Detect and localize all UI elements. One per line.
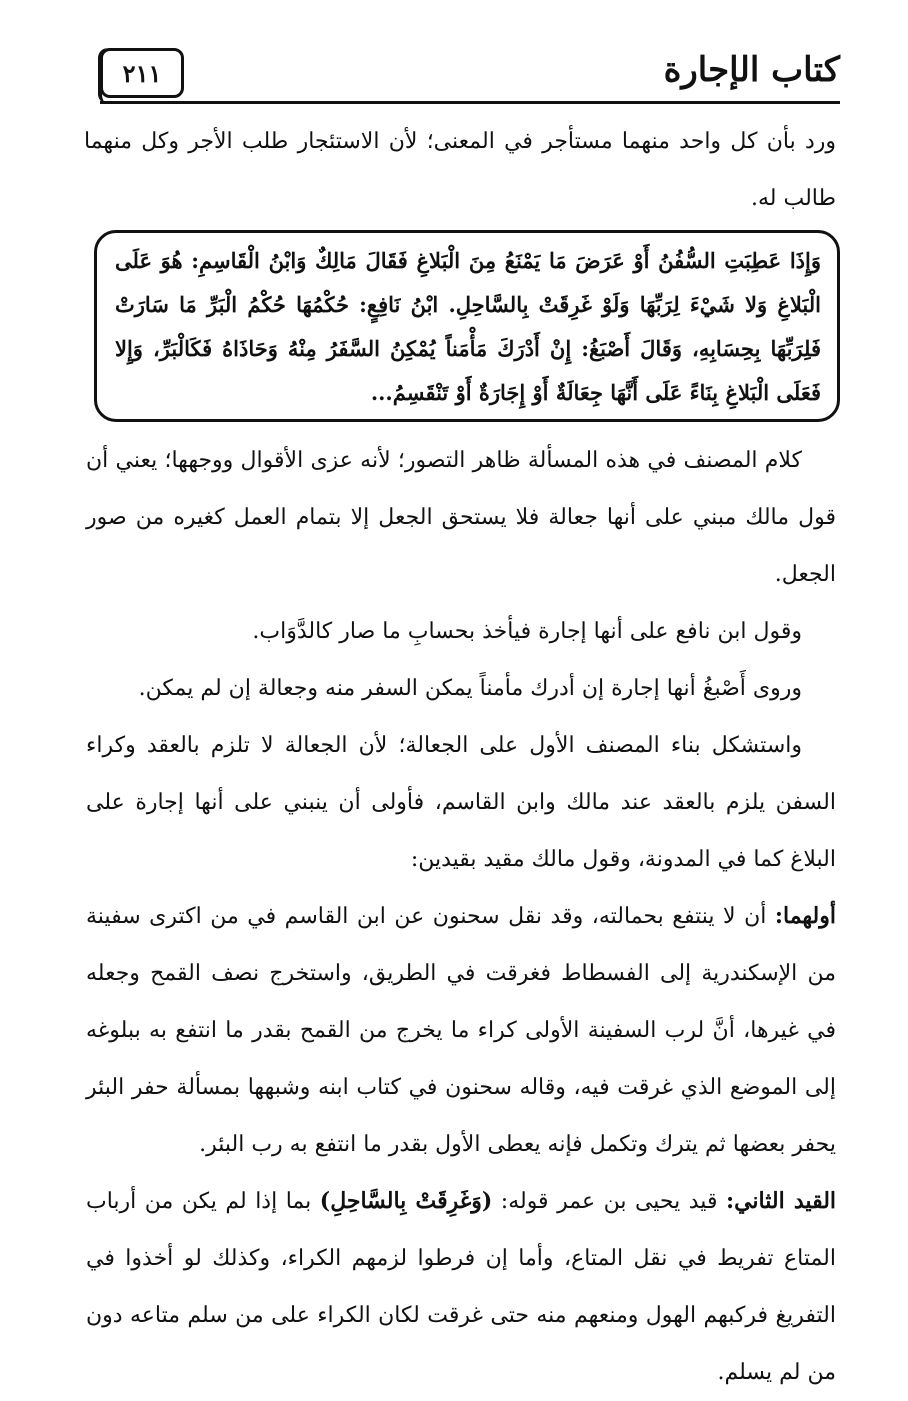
commentary-paragraph-3: وروى أَصْبغُ أنها إجارة إن أدرك مأمناً يمكن السفر منه وجعالة إن لم يمكن. [138, 676, 802, 701]
second-condition-text-a: قيد يحيى بن عمر قوله: [492, 1189, 726, 1214]
second-condition-label: القيد الثاني: [725, 1188, 837, 1214]
first-condition-label: أولهما: [774, 903, 836, 929]
page-header [100, 44, 840, 104]
commentary [86, 432, 836, 1401]
commentary-paragraph-1: كلام المصنف في هذه المسألة ظاهر التصور؛ لأنه عزى الأقوال ووجهها؛ يعني أن قول مالك مبني على أنها جعالة فلا يستحق الجعل إلا بتمام العمل كغيره من صور الجعل. [86, 448, 836, 587]
quoted-phrase: (وَغَرِقَتْ بِالسَّاحِلِ) [319, 1188, 493, 1214]
commentary-paragraph-5 [86, 888, 836, 1173]
page-number-box [100, 48, 184, 98]
commentary-paragraph-4: واستشكل بناء المصنف الأول على الجعالة؛ لأن الجعالة لا تلزم بالعقد وكراء السفن يلزم بالعقد عند مالك وابن القاسم، فأولى أن ينبني على أنها إجارة على البلاغ كما في المدونة، وقول مالك مقيد بقيدين: [86, 733, 836, 872]
commentary-paragraph-2: وقول ابن نافع على أنها إجارة فيأخذ بحسابِ ما صار كالدَّوَاب. [252, 619, 802, 644]
intro-paragraph: ورد بأن كل واحد منهما مستأجر في المعنى؛ لأن الاستئجار طلب الأجر وكل منهما طالب له. [84, 129, 836, 211]
page-number: ٢١١ [122, 58, 162, 88]
header-rule [100, 101, 840, 104]
matn-text: وَإِذَا عَطِبَتِ السُّفُنُ أَوْ عَرَضَ مَا يَمْنَعُ مِنَ الْبَلاغِ فَقَالَ مَالِكٌ وَابْنُ الْقَاسِمِ: هُوَ عَلَى الْبَلاغِ وَلا شَيْءَ لِرَبِّهَا وَلَوْ غَرِقَتْ بِالسَّاحِلِ. ابْنُ نَافِعٍ: حُكْمُهَا حُكْمُ الْبَرِّ مَا سَارَتْ فَلِرَبِّهَا بِحِسَابِهِ، وَقَالَ أَصْبَغُ: إِنْ أَدْرَكَ مَأْمَناً يُمْكِنُ السَّفَرُ مِنْهُ وَحَاذَاهُ فَكَالْبَرِّ، وَإِلا فَعَلَى الْبَلاغِ بِنَاءً عَلَى أَنَّهَا جِعَالَةٌ أَوْ إِجَارَةٌ أَوْ تَنْقَسِمُ... [115, 248, 821, 405]
second-condition-text-b: بما إذا لم يكن من أرباب المتاع تفريط في نقل المتاع، وأما إن فرطوا لزمهم الكراء، وكذلك لو أخذوا في التفريغ فركبهم الهول ومنعهم منه حتى غرقت لكان الكراء على من سلم متاعه دون من لم يسلم. [86, 1189, 836, 1385]
book-title: كتاب الإجارة [663, 50, 840, 90]
commentary-paragraph-6 [86, 1173, 836, 1401]
matn-box [94, 230, 840, 422]
first-condition-text: أن لا ينتفع بحمالته، وقد نقل سحنون عن ابن القاسم في من اكترى سفينة من الإسكندرية إلى الفسطاط فغرقت في الطريق، واستخرج نصف القمح وجعله في غيرها، أنَّ لرب السفينة الأولى كراء ما يخرج من القمح بقدر ما انتفع به ببلوغه إلى الموضع الذي غرقت فيه، وقاله سحنون في كتاب ابنه وشبهها بمسألة حفر البئر يحفر بعضها ثم يترك وتكمل فإنه يعطى الأول بقدر ما انتفع به رب البئر. [86, 904, 836, 1157]
